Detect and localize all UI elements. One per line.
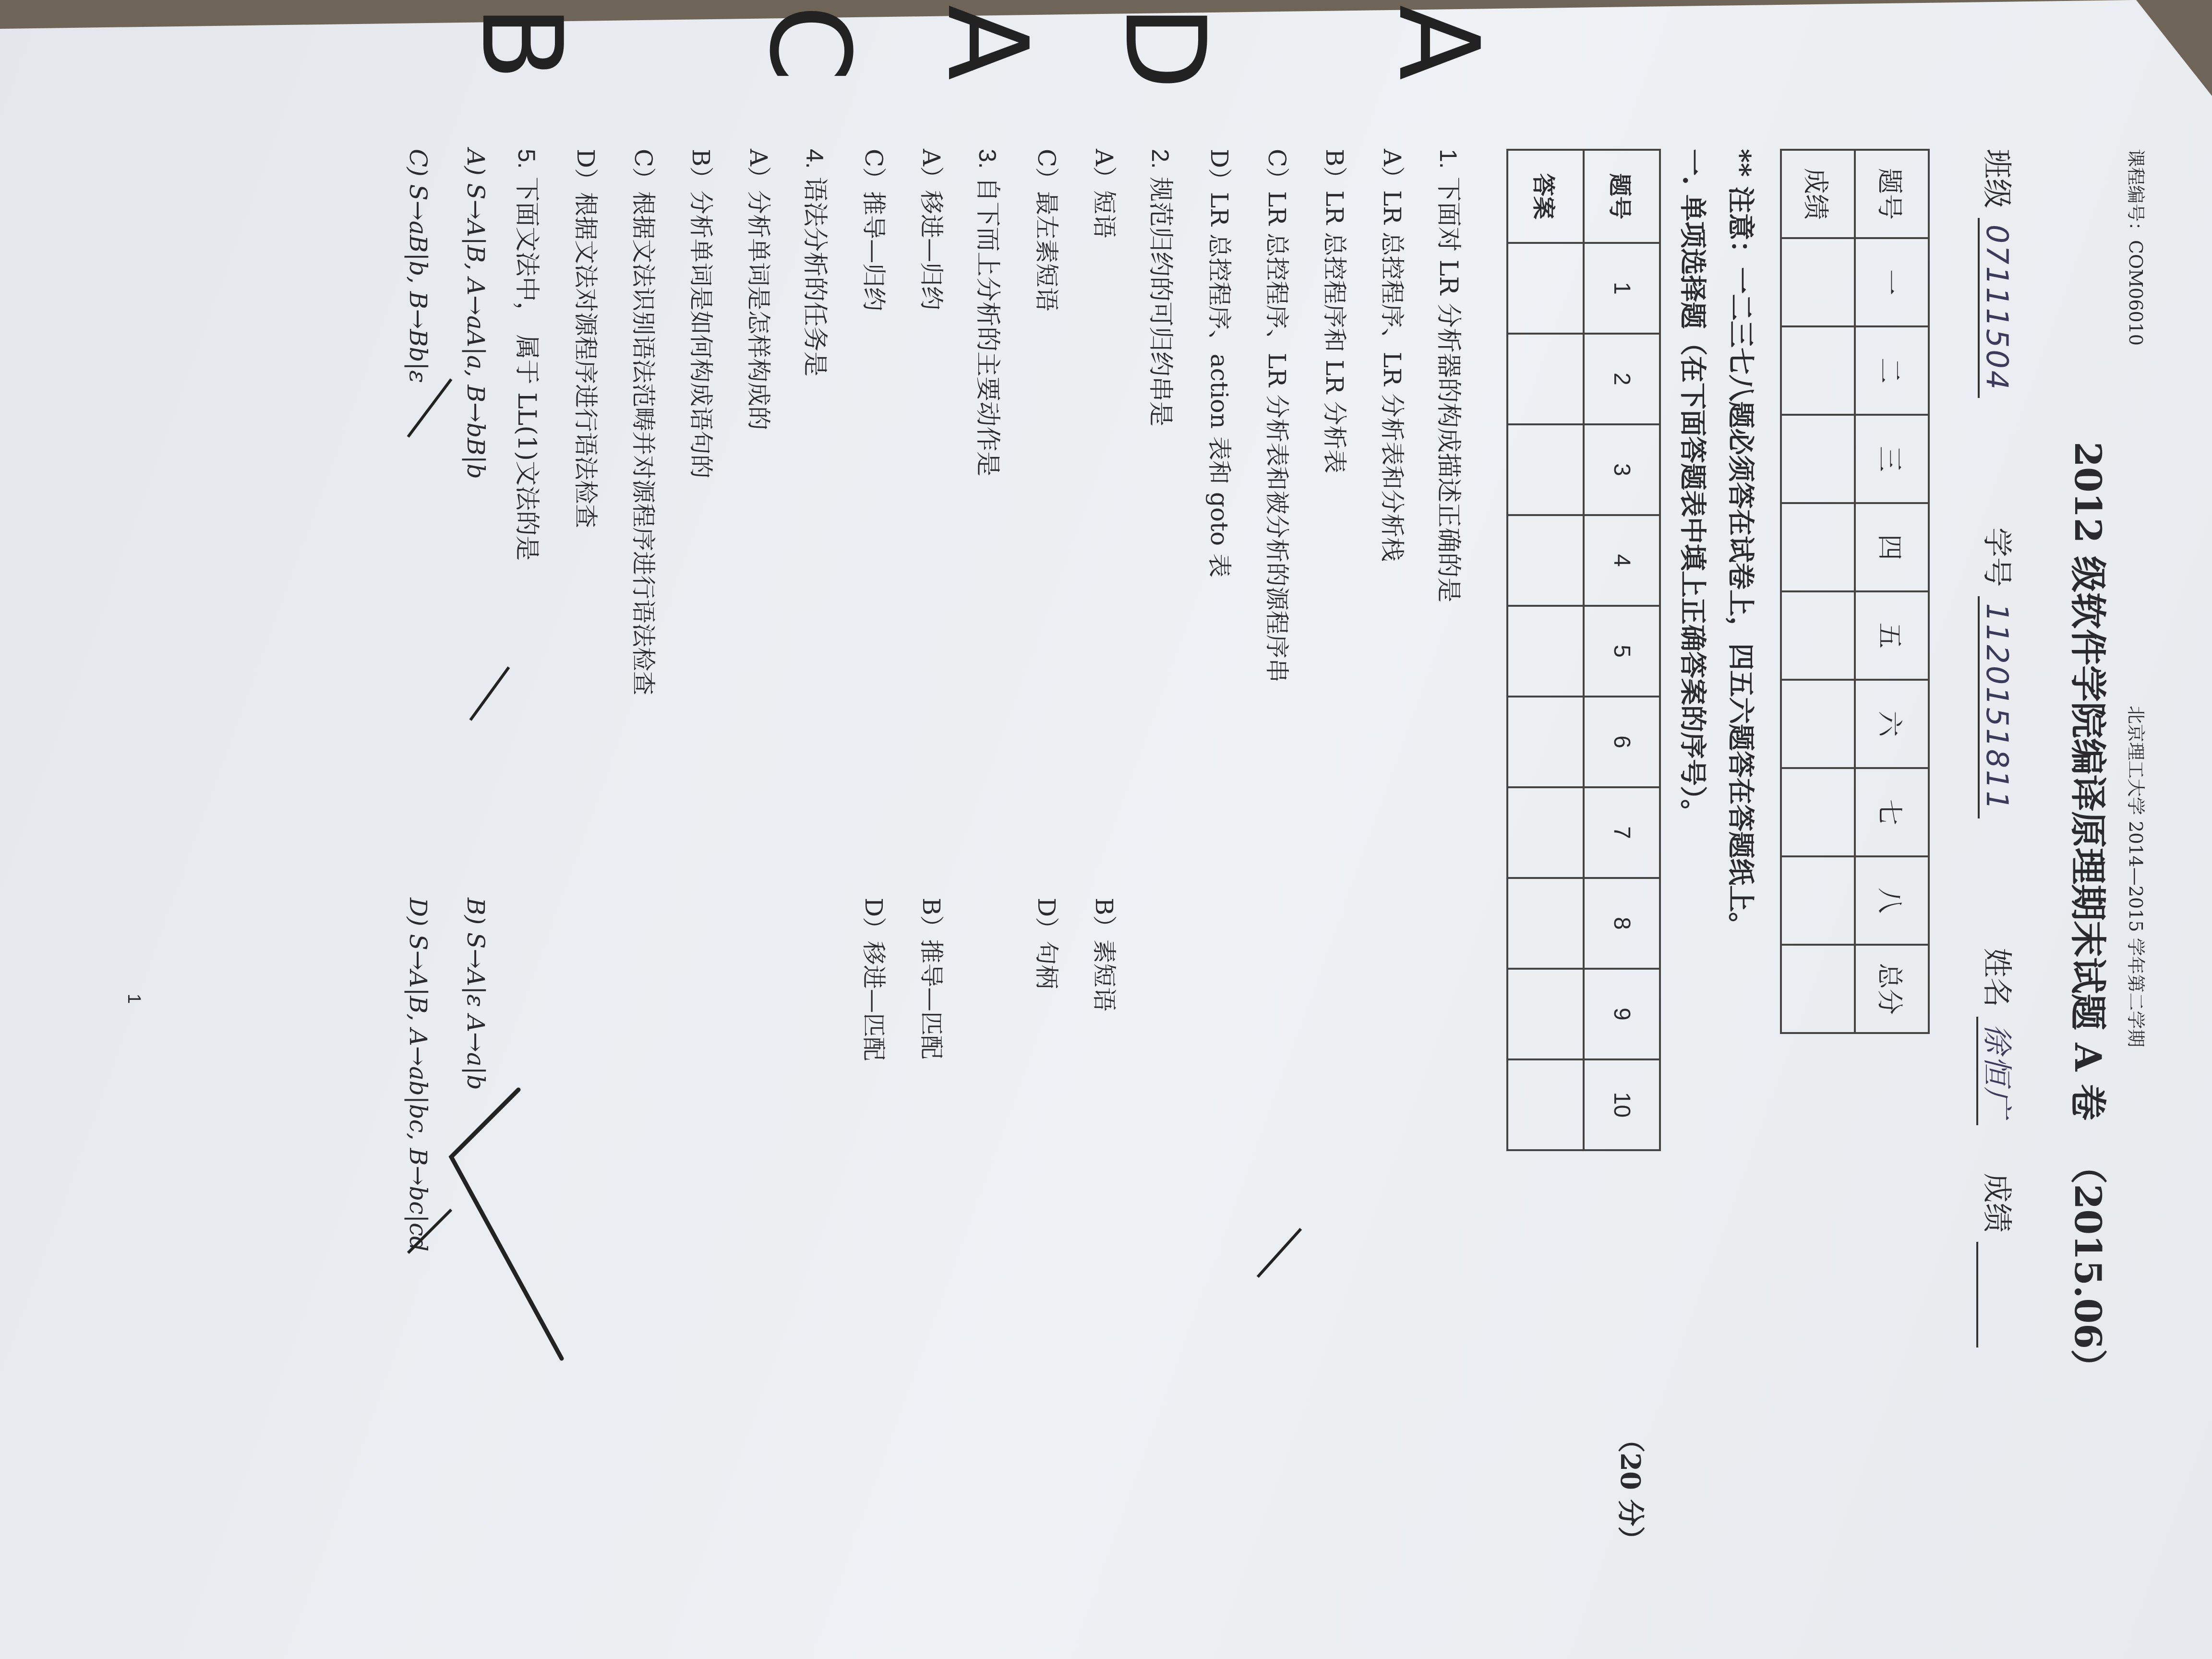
- section1-heading: 一. 单项选择题（在下面答题表中填上正确答案的序号）。: [1677, 149, 1708, 826]
- title-text: 2012 级软件学院编译原理期末试题 A 卷: [2067, 442, 2109, 1120]
- question-1-stem: 下面对 LR 分析器的构成描述正确的是: [1434, 177, 1463, 602]
- name-label: 姓名: [1980, 948, 2015, 1008]
- question-5-handwritten-answer: B: [457, 5, 585, 81]
- score-table-row2-label: 成绩: [1781, 150, 1855, 238]
- answer-num-6: 6: [1584, 697, 1660, 787]
- title-date: （2015.06）: [2067, 1147, 2109, 1386]
- answer-num-8: 8: [1584, 878, 1660, 969]
- question-5-option-c: C) S→aB|b, B→Bb|ε: [404, 149, 432, 384]
- question-5-option-d: D) S→A|B, A→ab|bc, B→bc|cd: [404, 898, 432, 1252]
- question-3-option-a: A）移进—归约: [917, 149, 945, 311]
- course-code: 课程编号：COM06010: [2125, 149, 2146, 346]
- question-4-option-c: C）根据文法识别语法范畴并对源程序进行语法检查: [629, 149, 657, 696]
- answer-num-1: 1: [1584, 243, 1660, 334]
- question-4-option-a: A）分析单词是怎样构成的: [745, 149, 772, 431]
- score-col-7: 七: [1855, 768, 1929, 856]
- question-2-option-b: B）素短语: [1090, 898, 1118, 1011]
- question-5-option-b: B) S→A|ε A→a|b: [462, 898, 490, 1090]
- question-4-stem: 语法分析的任务是: [800, 177, 829, 377]
- score-col-4: 四: [1855, 503, 1929, 591]
- answer-num-2: 2: [1584, 334, 1660, 424]
- question-4-option-b: B）分析单词是如何构成语句的: [687, 149, 715, 479]
- question-2-option-c: C）最左素短语: [1033, 149, 1060, 312]
- answer-num-5: 5: [1584, 606, 1660, 697]
- question-2-option-a: A）短语: [1090, 149, 1118, 239]
- question-2-option-d: D）句柄: [1033, 898, 1060, 989]
- question-3-option-d: D）移进—匹配: [860, 898, 888, 1061]
- question-4-option-d: D）根据文法对源程序进行语法检查: [572, 149, 600, 529]
- question-5-option-a: A) S→A|B, A→aA|a, B→bB|b: [462, 149, 490, 479]
- exam-note: ** 注意：一二三七八题必须答在试卷上，四五六题答在答题纸上。: [1725, 149, 1756, 939]
- answer-num-10: 10: [1584, 1059, 1660, 1150]
- strike-mark-icon: [1258, 1229, 1301, 1277]
- score-col-6: 六: [1855, 680, 1929, 768]
- question-1-number: 1.: [1435, 149, 1462, 169]
- score-col-total: 总分: [1855, 945, 1929, 1033]
- question-2-handwritten-answer: D: [1100, 5, 1228, 90]
- question-1-handwritten-answer: A: [1374, 5, 1502, 81]
- id-label: 学号: [1980, 527, 2015, 587]
- strike-mark-icon: [408, 379, 451, 437]
- question-5-stem: 下面文法中， 属于 LL(1)文法的是: [512, 177, 541, 561]
- name-value: 徐恒广: [1976, 1017, 2021, 1125]
- exam-page: [96, 5, 2160, 1618]
- page-number: 1: [124, 994, 144, 1004]
- question-3-handwritten-answer: A: [923, 5, 1051, 81]
- score-col-5: 五: [1855, 591, 1929, 680]
- section1-points: （20 分）: [1614, 1426, 1646, 1553]
- strike-mark-icon: [470, 667, 509, 720]
- answer-num-3: 3: [1584, 424, 1660, 515]
- score-col-8: 八: [1855, 856, 1929, 945]
- question-3-option-b: B）推导—匹配: [917, 898, 945, 1059]
- checkmark-icon: [451, 1090, 562, 1358]
- school-term: 北京理工大学 2014—2015 学年第二学期: [2125, 706, 2146, 1047]
- class-label: 班级: [1980, 149, 2015, 209]
- question-4-number: 4.: [801, 149, 828, 169]
- question-1-option-a: A）LR 总控程序、LR 分析表和分析栈: [1378, 149, 1406, 562]
- question-1-option-d: D）LR 总控程序、action 表和 goto 表: [1205, 149, 1233, 578]
- question-3-option-c: C）推导—归约: [860, 149, 888, 312]
- question-2-number: 2.: [1147, 149, 1174, 169]
- handwritten-marks: [96, 130, 2160, 1618]
- score-col-2: 二: [1855, 326, 1929, 415]
- score-label: 成绩: [1980, 1173, 2015, 1233]
- strike-mark-icon: [408, 1210, 451, 1253]
- class-value: 07111504: [1978, 218, 2015, 398]
- question-3-stem: 自下而上分析的主要动作是: [973, 177, 1002, 477]
- id-value: 1120151811: [1978, 596, 2015, 818]
- answer-num-7: 7: [1584, 787, 1660, 878]
- answer-table-row1-label: 题号: [1584, 150, 1660, 243]
- answer-num-9: 9: [1584, 969, 1660, 1059]
- score-table-row1-label: 题号: [1855, 150, 1929, 238]
- question-1-option-b: B）LR 总控程序和 LR 分析表: [1321, 149, 1348, 474]
- question-4-handwritten-answer: C: [745, 5, 873, 82]
- score-col-3: 三: [1855, 415, 1929, 503]
- question-2-stem: 规范归约的可归约串是: [1146, 177, 1175, 427]
- question-5-number: 5.: [513, 149, 540, 169]
- question-3-number: 3.: [974, 149, 1001, 169]
- score-col-1: 一: [1855, 238, 1929, 326]
- question-1-option-c: C）LR 总控程序、LR 分析表和被分析的源程序串: [1263, 149, 1291, 683]
- answer-num-4: 4: [1584, 515, 1660, 606]
- answer-table-row2-label: 答案: [1507, 150, 1584, 243]
